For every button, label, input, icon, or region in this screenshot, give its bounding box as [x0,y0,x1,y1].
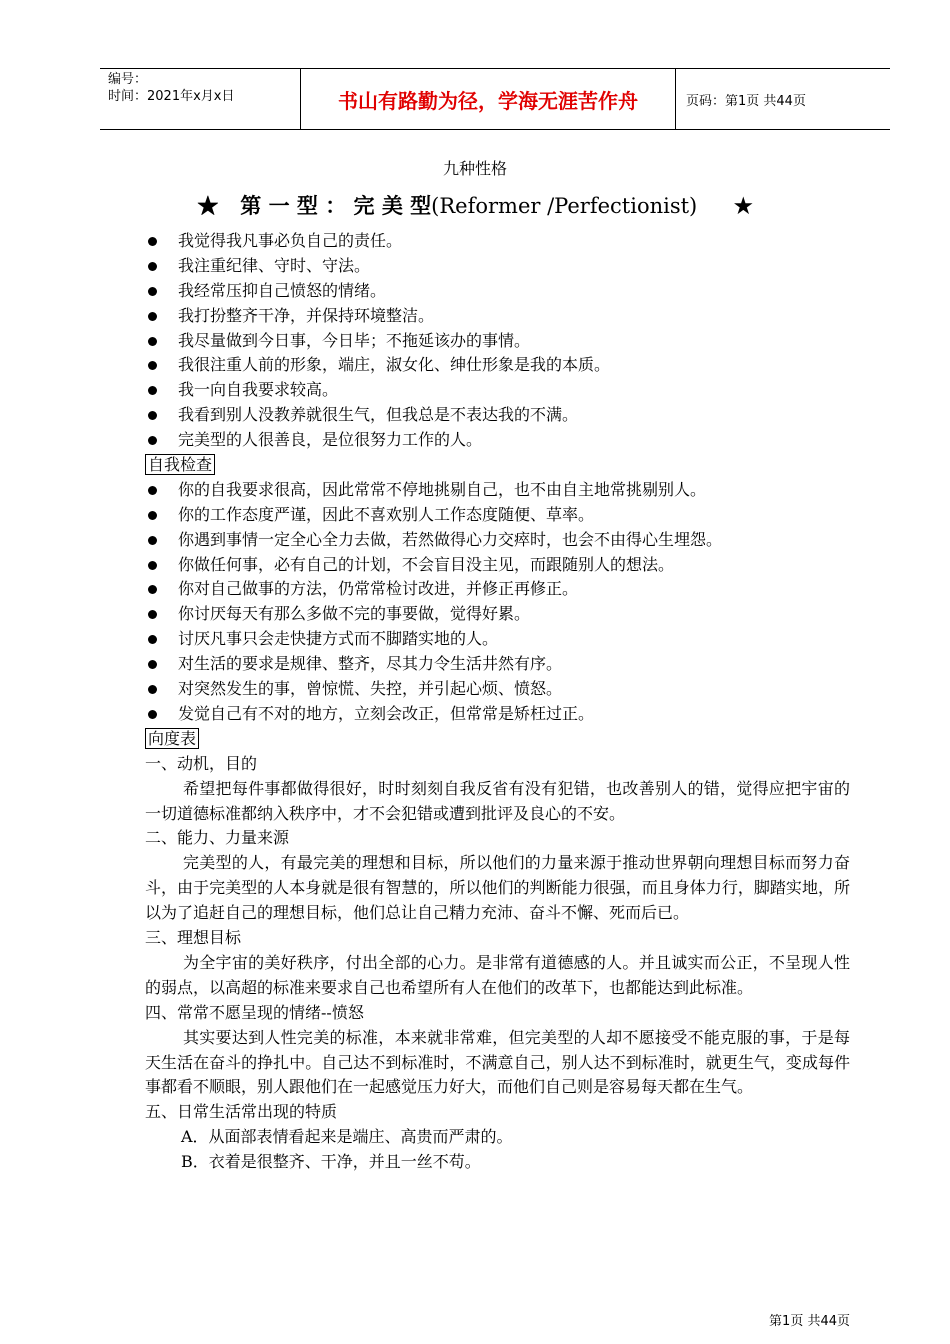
traits-list [145,229,850,453]
bullet-icon [148,511,157,520]
list-item: 我觉得我凡事必负自己的责任。 [145,229,850,254]
section-heading: 五、日常生活常出现的特质 [145,1102,338,1122]
page-footer: 第1页 共44页 [769,1314,850,1329]
bullet-icon [148,486,157,495]
type-heading [0,190,950,220]
bullet-icon [148,337,157,346]
list-item: 完美型的人很善良，是位很努力工作的人。 [145,428,850,453]
section-paragraph: 完美型的人，有最完美的理想和目标，所以他们的力量来源于推动世界朝向理想目标而努力奋斗，由于完美型的人本身就是很有智慧的，所以他们的判断能力很强，而且身体力行，脚踏实地，所以为了追赶自己的理想目标，他们总让自己精力充沛、奋斗不懈、死而后已。 [145,853,850,923]
list-item: 讨厌凡事只会走快捷方式而不脚踏实地的人。 [145,627,850,652]
bullet-icon [148,262,157,271]
header-table [100,68,890,130]
list-item: 你讨厌每天有那么多做不完的事要做，觉得好累。 [145,602,850,627]
bullet-icon [148,386,157,395]
section-heading: 四、常常不愿呈现的情绪--愤怒 [145,1002,364,1022]
bullet-icon [148,585,157,594]
section-heading: 一、动机，目的 [145,753,258,773]
list-item: 我经常压抑自己愤怒的情绪。 [145,279,850,304]
bullet-icon [148,436,157,445]
bullet-icon [148,361,157,370]
time-label: 时间：2021年x月x日 [108,89,235,104]
section-paragraph: 为全宇宙的美好秩序，付出全部的心力。是非常有道德感的人。并且诚实而公正，不呈现人性的弱点，以高超的标准来要求自己也希望所有人在他们的改革下，也都能达到此标准。 [145,952,850,997]
list-item: 我尽量做到今日事，今日毕；不拖延该办的事情。 [145,329,850,354]
star-right-icon: ★ [733,193,753,218]
bullet-icon [148,411,157,420]
type-heading-cn: 第 一 型 ： 完 美 型 [240,193,432,218]
bullet-icon [148,237,157,246]
section-heading: 二、能力、力量来源 [145,828,290,848]
list-item: 你对自己做事的方法，仍常常检讨改进，并修正再修正。 [145,577,850,602]
number-label: 编号： [108,72,148,87]
header-page-label: 页码：第1页 共44页 [686,93,806,109]
list-item: 我注重纪律、守时、守法。 [145,254,850,279]
self-check-list [145,478,850,727]
document-title: 九种性格 [442,159,507,178]
bullet-icon [148,561,157,570]
header-meta [100,69,300,129]
list-item: 我很注重人前的形象，端庄，淑女化、绅仕形象是我的本质。 [145,353,850,378]
document-body [145,229,850,1175]
list-item: 我看到别人没教养就很生气，但我总是不表达我的不满。 [145,403,850,428]
section-heading: 三、理想目标 [145,928,242,948]
bullet-icon [148,287,157,296]
bullet-icon [148,660,157,669]
section-paragraph: 希望把每件事都做得很好，时时刻刻自我反省有没有犯错，也改善别人的错，觉得应把宇宙的一切道德标准都纳入秩序中，才不会犯错或遭到批评及良心的不安。 [145,778,850,823]
star-left-icon: ★ [197,193,219,218]
sub-item: A．从面部表情看起来是端庄、高贵而严肃的。 [181,1127,513,1147]
list-item: 我一向自我要求较高。 [145,378,850,403]
list-item: 对生活的要求是规律、整齐，尽其力令生活井然有序。 [145,652,850,677]
list-item: 发觉自己有不对的地方，立刻会改正，但常常是矫枉过正。 [145,702,850,727]
bullet-icon [148,536,157,545]
section-paragraph: 其实要达到人性完美的标准，本来就非常难，但完美型的人却不愿接受不能克服的事，于是每天生活在奋斗的挣扎中。自己达不到标准时，不满意自己，别人达不到标准时，就更生气，变成每件事都看不顺眼，别人跟他们在一起感觉压力好大，而他们自己则是容易每天都在生气。 [145,1027,850,1097]
sub-item: B．衣着是很整齐、干净，并且一丝不苟。 [181,1152,481,1172]
bullet-icon [148,312,157,321]
list-item: 你的工作态度严谨，因此不喜欢别人工作态度随便、草率。 [145,503,850,528]
list-item: 你做任何事，必有自己的计划，不会盲目没主见，而跟随别人的想法。 [145,553,850,578]
list-item: 你的自我要求很高，因此常常不停地挑剔自己，也不由自主地常挑剔别人。 [145,478,850,503]
type-heading-en: (Reformer /Perfectionist) [431,194,698,218]
self-check-label: 自我检查 [145,453,850,478]
list-item: 对突然发生的事，曾惊慌、失控，并引起心烦、愤怒。 [145,677,850,702]
list-item: 你遇到事情一定全心全力去做，若然做得心力交瘁时，也会不由得心生埋怨。 [145,528,850,553]
bullet-icon [148,610,157,619]
bullet-icon [148,635,157,644]
bullet-icon [148,710,157,719]
dimensions-label: 向度表 [145,727,850,752]
list-item: 我打扮整齐干净，并保持环境整洁。 [145,304,850,329]
bullet-icon [148,685,157,694]
header-motto: 书山有路勤为径，学海无涯苦作舟 [300,69,676,129]
